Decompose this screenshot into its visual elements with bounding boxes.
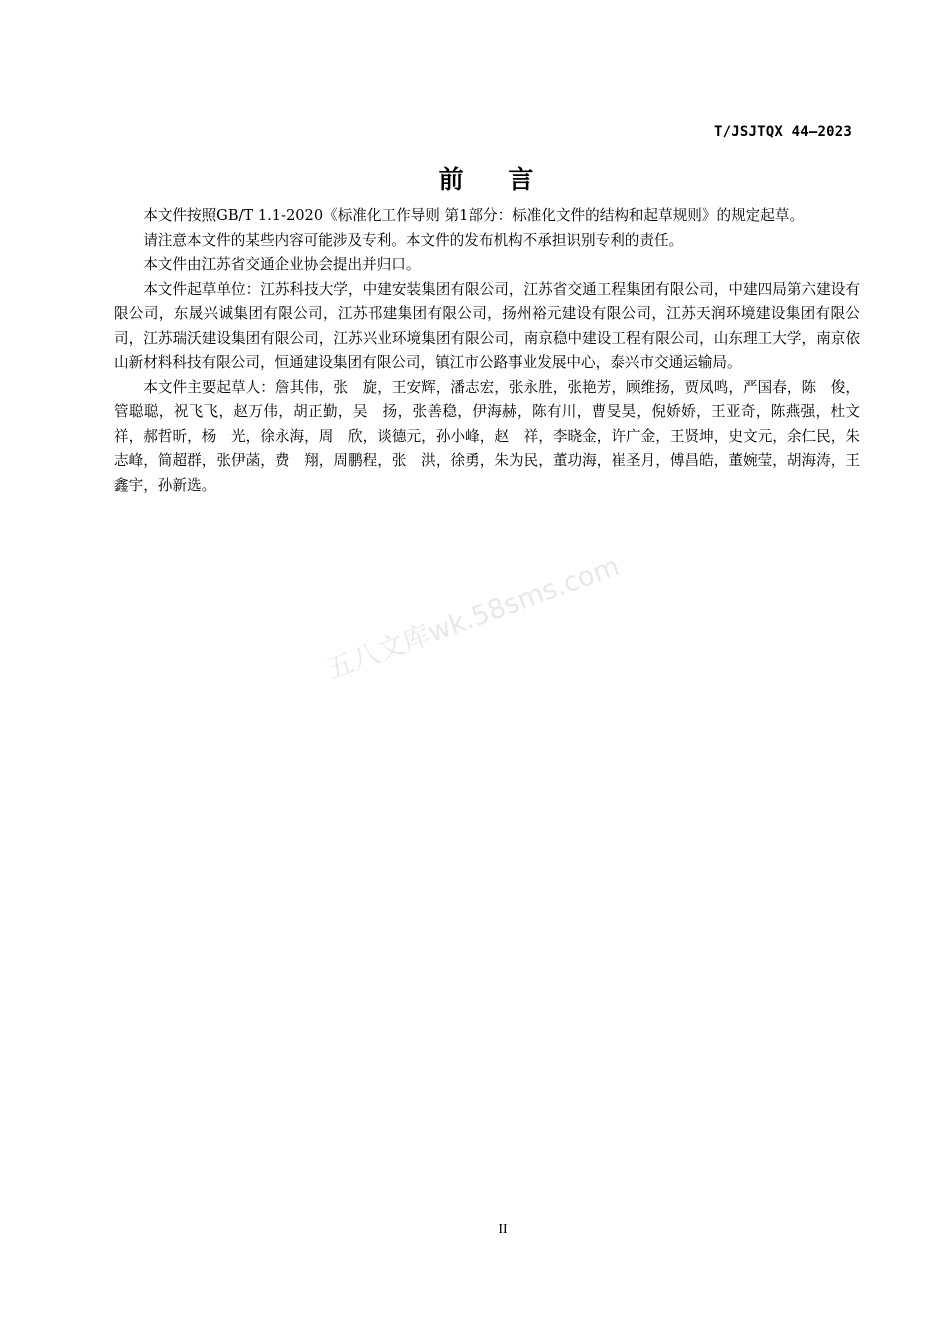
paragraph-drafters: 本文件主要起草人：詹其伟，张 旋，王安辉，潘志宏，张永胜，张艳芳，顾维扬，贾凤鸣，严国春，陈 俊，管聪聪，祝飞飞，赵万伟，胡正勤，吴 扬，张善稳，伊海赫，陈有川，曹旻昊，倪娇娇，王亚奇，陈燕强，杜文祥，郝哲昕，杨 光，徐永海，周 欣，谈德元，孙小峰，赵 祥，李晓金，许广金，王贤坤，史文元，余仁民，朱志峰，简超群，张伊菡，费 翔，周鹏程，张 洪，徐勇，朱为民，董功海，崔圣月，傅昌皓，董婉莹，胡海涛，王鑫宇，孙新选。 <box>114 378 860 494</box>
watermark: 五八文库wk.58sms.com <box>322 550 624 686</box>
document-code: T/JSJTQX 44—2023 <box>713 124 852 140</box>
page-number: II <box>498 1222 508 1237</box>
paragraph-patent-notice: 请注意本文件的某些内容可能涉及专利。本文件的发布机构不承担识别专利的责任。 <box>143 231 684 249</box>
page-title: 前 言 <box>438 165 536 194</box>
paragraph-proposer: 本文件由江苏省交通企业协会提出并归口。 <box>143 256 421 273</box>
document-body <box>114 204 860 498</box>
paragraph-drafting-units: 本文件起草单位：江苏科技大学，中建安装集团有限公司，江苏省交通工程集团有限公司，中建四局第六建设有限公司，东晟兴诚集团有限公司，江苏邗建集团有限公司，扬州裕元建设有限公司，江苏天润环境建设集团有限公司，江苏瑞沃建设集团有限公司，江苏兴业环境集团有限公司，南京稳中建设工程有限公司，山东理工大学，南京依山新材料科技有限公司，恒通建设集团有限公司，镇江市公路事业发展中心，泰兴市交通运输局。 <box>114 280 860 371</box>
paragraph-standard-basis: 本文件按照GB/T 1.1-2020《标准化工作导则 第1部分：标准化文件的结构和起草规则》的规定起草。 <box>143 207 805 224</box>
